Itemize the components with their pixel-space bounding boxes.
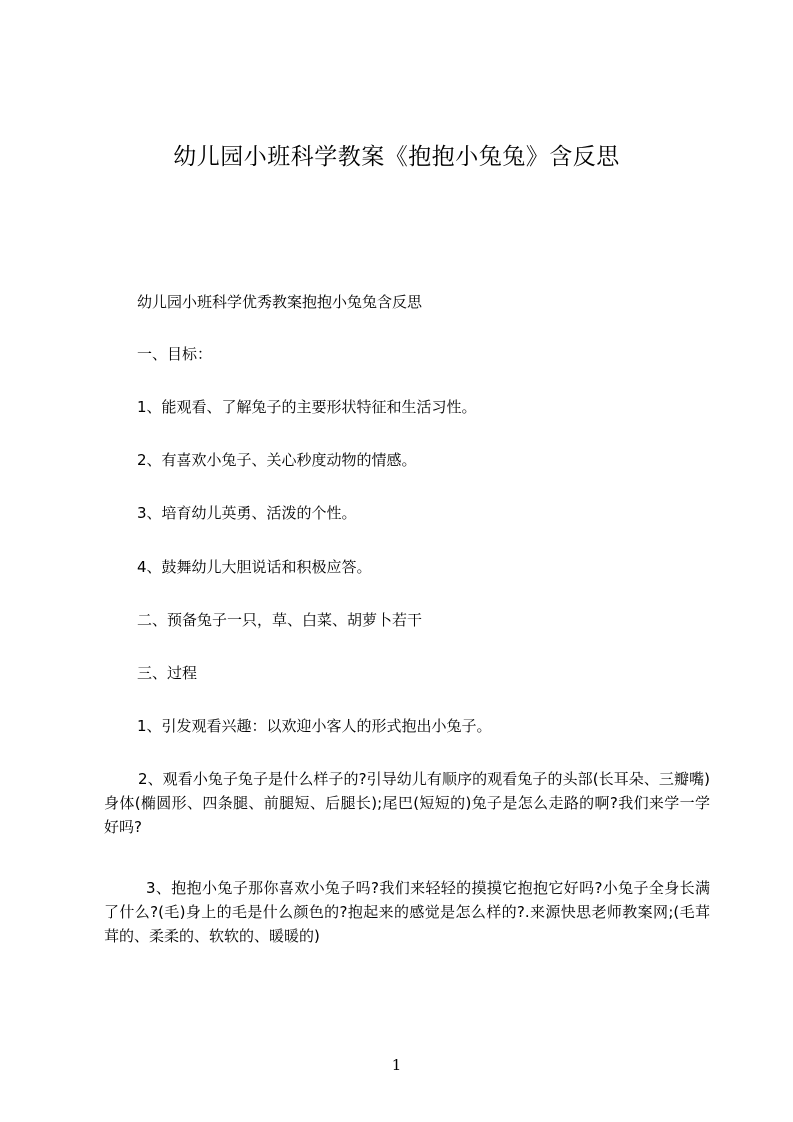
document-title: 幼儿园小班科学教案《抱抱小兔兔》含反思 [173,144,620,170]
list-item-process-1: 1、引发观看兴趣：以欢迎小客人的形式抱出小兔子。 [137,717,492,735]
list-item-process-2: 2、观看小兔子兔子是什么样子的?引导幼儿有顺序的观看兔子的头部(长耳朵、三瓣嘴)身体(椭圆形、四条腿、前腿短、后腿长);尾巴(短短的)兔子是怎么走路的啊?我们来学一学好吗? [104,770,710,836]
section-heading-process: 三、过程 [137,664,198,682]
list-item-goal-2: 2、有喜欢小兔子、关心秒度动物的情感。 [137,451,417,469]
list-item-goal-3: 3、培育幼儿英勇、活泼的个性。 [137,504,357,522]
section-heading-preparation: 二、预备兔子一只，草、白菜、胡萝卜若干 [137,611,423,629]
page-number: 1 [391,1056,402,1074]
section-heading-goals: 一、目标： [137,345,213,363]
list-item-process-3: 3、抱抱小兔子那你喜欢小兔子吗?我们来轻轻的摸摸它抱抱它好吗?小兔子全身长满了什么?(毛)身上的毛是什么颜色的?抱起来的感觉是怎么样的?.来源快思老师教案网;(毛茸茸的、柔柔的、软软的、暖暖的) [104,879,710,945]
list-item-goal-1: 1、能观看、了解兔子的主要形状特征和生活习性。 [137,398,477,416]
paragraph-subtitle: 幼儿园小班科学优秀教案抱抱小兔兔含反思 [137,293,423,311]
list-item-goal-4: 4、鼓舞幼儿大胆说话和积极应答。 [137,558,372,576]
